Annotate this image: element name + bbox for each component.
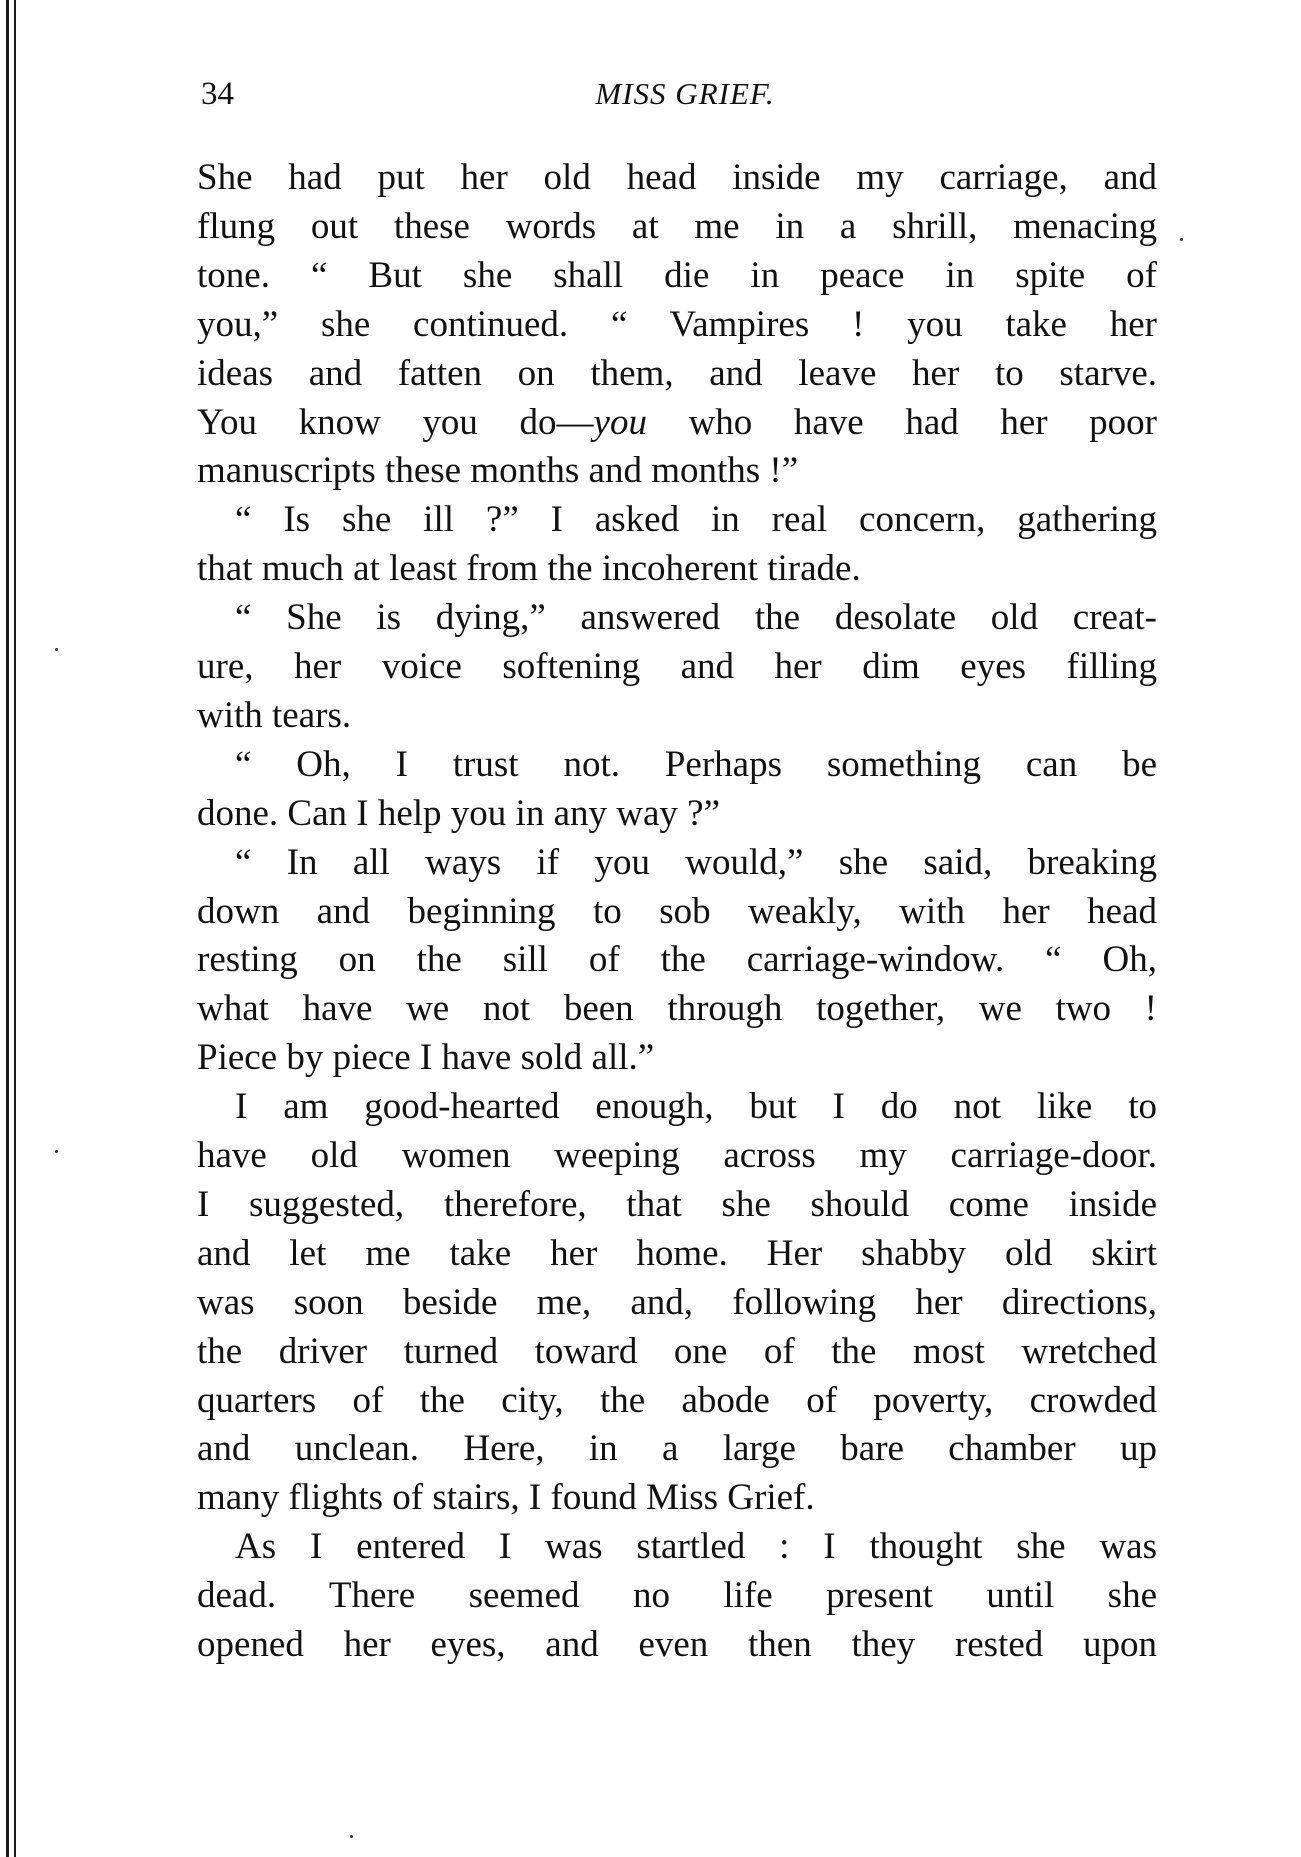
text-line: and unclean. Here, in a large bare chamber up: [197, 1428, 1157, 1470]
text-line: have old women weeping across my carriage-door.: [197, 1135, 1157, 1176]
text-line: She had put her old head inside my carriage, and: [197, 157, 1157, 198]
print-speck: [1180, 238, 1183, 241]
text-line: “ She is dying,” answered the desolate old creat-: [235, 597, 1157, 639]
text-line: I am good-hearted enough, but I do not like to: [235, 1086, 1157, 1128]
text-line: quarters of the city, the abode of poverty, crowded: [197, 1379, 1157, 1421]
text-line: Piece by piece I have sold all.”: [197, 1037, 655, 1079]
text-line: dead. There seemed no life present until she: [197, 1575, 1157, 1617]
running-title: MISS GRIEF.: [595, 76, 775, 111]
page-binding-edge-inner: [14, 0, 16, 1857]
text-line: done. Can I help you in any way ?”: [197, 792, 720, 834]
text-line: opened her eyes, and even then they rested upon: [197, 1624, 1157, 1665]
text-line: with tears.: [197, 694, 352, 736]
page-number: 34: [201, 76, 234, 112]
print-speck: [55, 648, 58, 651]
text-line: “ Is she ill ?” I asked in real concern, gathering: [235, 499, 1157, 541]
page-header: [0, 0, 1301, 120]
print-speck: [350, 1835, 353, 1838]
text-line: down and beginning to sob weakly, with her head: [197, 890, 1157, 932]
text-line: I suggested, therefore, that she should come inside: [197, 1183, 1157, 1225]
text-line: As I entered I was startled : I thought she was: [235, 1526, 1157, 1568]
text-line: that much at least from the incoherent tirade.: [197, 548, 861, 590]
text-line: flung out these words at me in a shrill, menacing: [197, 205, 1157, 247]
text-line: ideas and fatten on them, and leave her to starve.: [197, 352, 1157, 394]
emphasized-word: you: [593, 401, 647, 443]
text-line: the driver turned toward one of the most wretched: [197, 1330, 1157, 1372]
text-line: you,” she continued. “ Vampires ! you take her: [197, 303, 1157, 345]
text-line: “ Oh, I trust not. Perhaps something can be: [235, 743, 1157, 785]
text-line: was soon beside me, and, following her directions,: [197, 1281, 1157, 1323]
text-segment: who have had her poor: [646, 401, 1157, 443]
text-line: tone. “ But she shall die in peace in spite of: [197, 254, 1157, 296]
text-line: many flights of stairs, I found Miss Grief.: [197, 1477, 815, 1519]
page-binding-edge: [6, 0, 9, 1857]
text-line: ure, her voice softening and her dim eyes filling: [197, 646, 1157, 687]
text-line: manuscripts these months and months !”: [197, 450, 799, 492]
text-line: “ In all ways if you would,” she said, breaking: [235, 841, 1157, 883]
text-line: what have we not been through together, we two !: [197, 988, 1157, 1030]
text-line: [197, 401, 1157, 445]
print-speck: [55, 1150, 58, 1153]
text-segment: You know you do—: [197, 401, 594, 443]
text-line: and let me take her home. Her shabby old skirt: [197, 1232, 1157, 1274]
text-line: resting on the sill of the carriage-window. “ Oh,: [197, 939, 1157, 981]
